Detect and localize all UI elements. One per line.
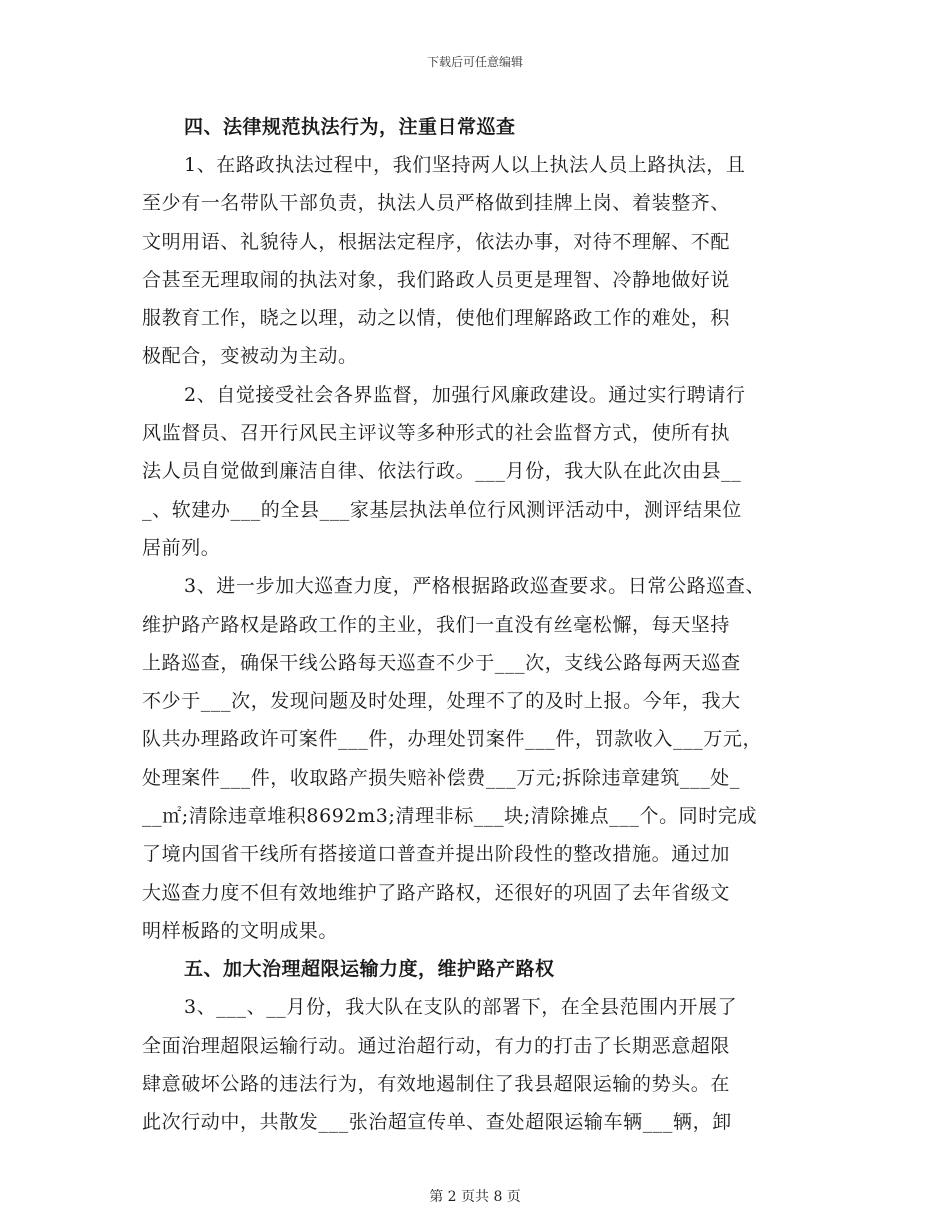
text-line: 文明用语、礼貌待人，根据法定程序，依法办事，对待不理解、不配 [142, 230, 731, 253]
text-line: 全面治理超限运输行动。通过治超行动，有力的打击了长期恶意超限 [142, 1034, 731, 1057]
text-line: 3、进一步加大巡查力度，严格根据路政巡查要求。日常公路巡查、 [184, 575, 766, 598]
document-body [142, 108, 810, 1141]
text-line: 合甚至无理取闹的执法对象，我们路政人员更是理智、冷静地做好说 [142, 268, 731, 291]
paragraph [142, 376, 810, 567]
text-line: 至少有一名带队干部负责，执法人员严格做到挂牌上岗、着装整齐、 [142, 192, 731, 215]
text-line: 3、___、__月份，我大队在支队的部署下，在全县范围内开展了 [184, 996, 738, 1019]
text-line: 不少于___次，发现问题及时处理，处理不了的及时上报。今年，我大 [142, 690, 741, 713]
text-line: 2、自觉接受社会各界监督，加强行风廉政建设。通过实行聘请行 [184, 383, 746, 406]
section-heading: 五、加大治理超限运输力度，维护路产路权 [184, 958, 555, 981]
text-line: 1、在路政执法过程中，我们坚持两人以上执法人员上路执法，且 [184, 154, 746, 176]
paragraph [142, 988, 810, 1141]
text-line: 法人员自觉做到廉洁自律、依法行政。___月份，我大队在此次由县__ [142, 460, 742, 483]
text-line: 了境内国省干线所有搭接道口普查并提出阶段性的整改措施。通过加 [142, 843, 731, 866]
text-line: 大巡查力度不但有效地维护了路产路权，还很好的巩固了去年省级文 [142, 881, 731, 904]
text-line: 极配合，变被动为主动。 [142, 345, 358, 368]
text-line: 肆意破坏公路的违法行为，有效地遏制住了我县超限运输的势头。在 [142, 1072, 731, 1095]
paragraph [142, 146, 810, 376]
page-header: 下载后可任意编辑 [426, 55, 523, 69]
page-footer: 第 2 页共 8 页 [429, 1189, 521, 1205]
text-line: __㎡;清除违章堆积8692m3;清理非标___块;清除摊点___个。同时完成 [142, 805, 758, 828]
text-line: 维护路产路权是路政工作的主业，我们一直没有丝毫松懈，每天坚持 [142, 613, 731, 636]
text-line: 处理案件___件，收取路产损失赔补偿费___万元;拆除违章建筑___处_ [142, 766, 741, 789]
text-line: 服教育工作，晓之以理，动之以情，使他们理解路政工作的难处，积 [142, 307, 731, 330]
text-line: 上路巡查，确保干线公路每天巡查不少于___次，支线公路每两天巡查 [142, 651, 741, 674]
text-line: 居前列。 [142, 536, 221, 559]
section-heading: 四、法律规范执法行为，注重日常巡查 [184, 116, 516, 138]
text-line: 队共办理路政许可案件___件，办理处罚案件___件，罚款收入___万元， [142, 728, 763, 751]
paragraph [142, 567, 810, 950]
text-line: 明样板路的文明成果。 [142, 919, 339, 942]
text-line: 风监督员、召开行风民主评议等多种形式的社会监督方式，使所有执 [142, 422, 731, 445]
text-line: _、软建办___的全县___家基层执法单位行风测评活动中，测评结果位 [142, 498, 742, 521]
text-line: 此次行动中，共散发___张治超宣传单、查处超限运输车辆___辆，卸 [142, 1111, 732, 1134]
